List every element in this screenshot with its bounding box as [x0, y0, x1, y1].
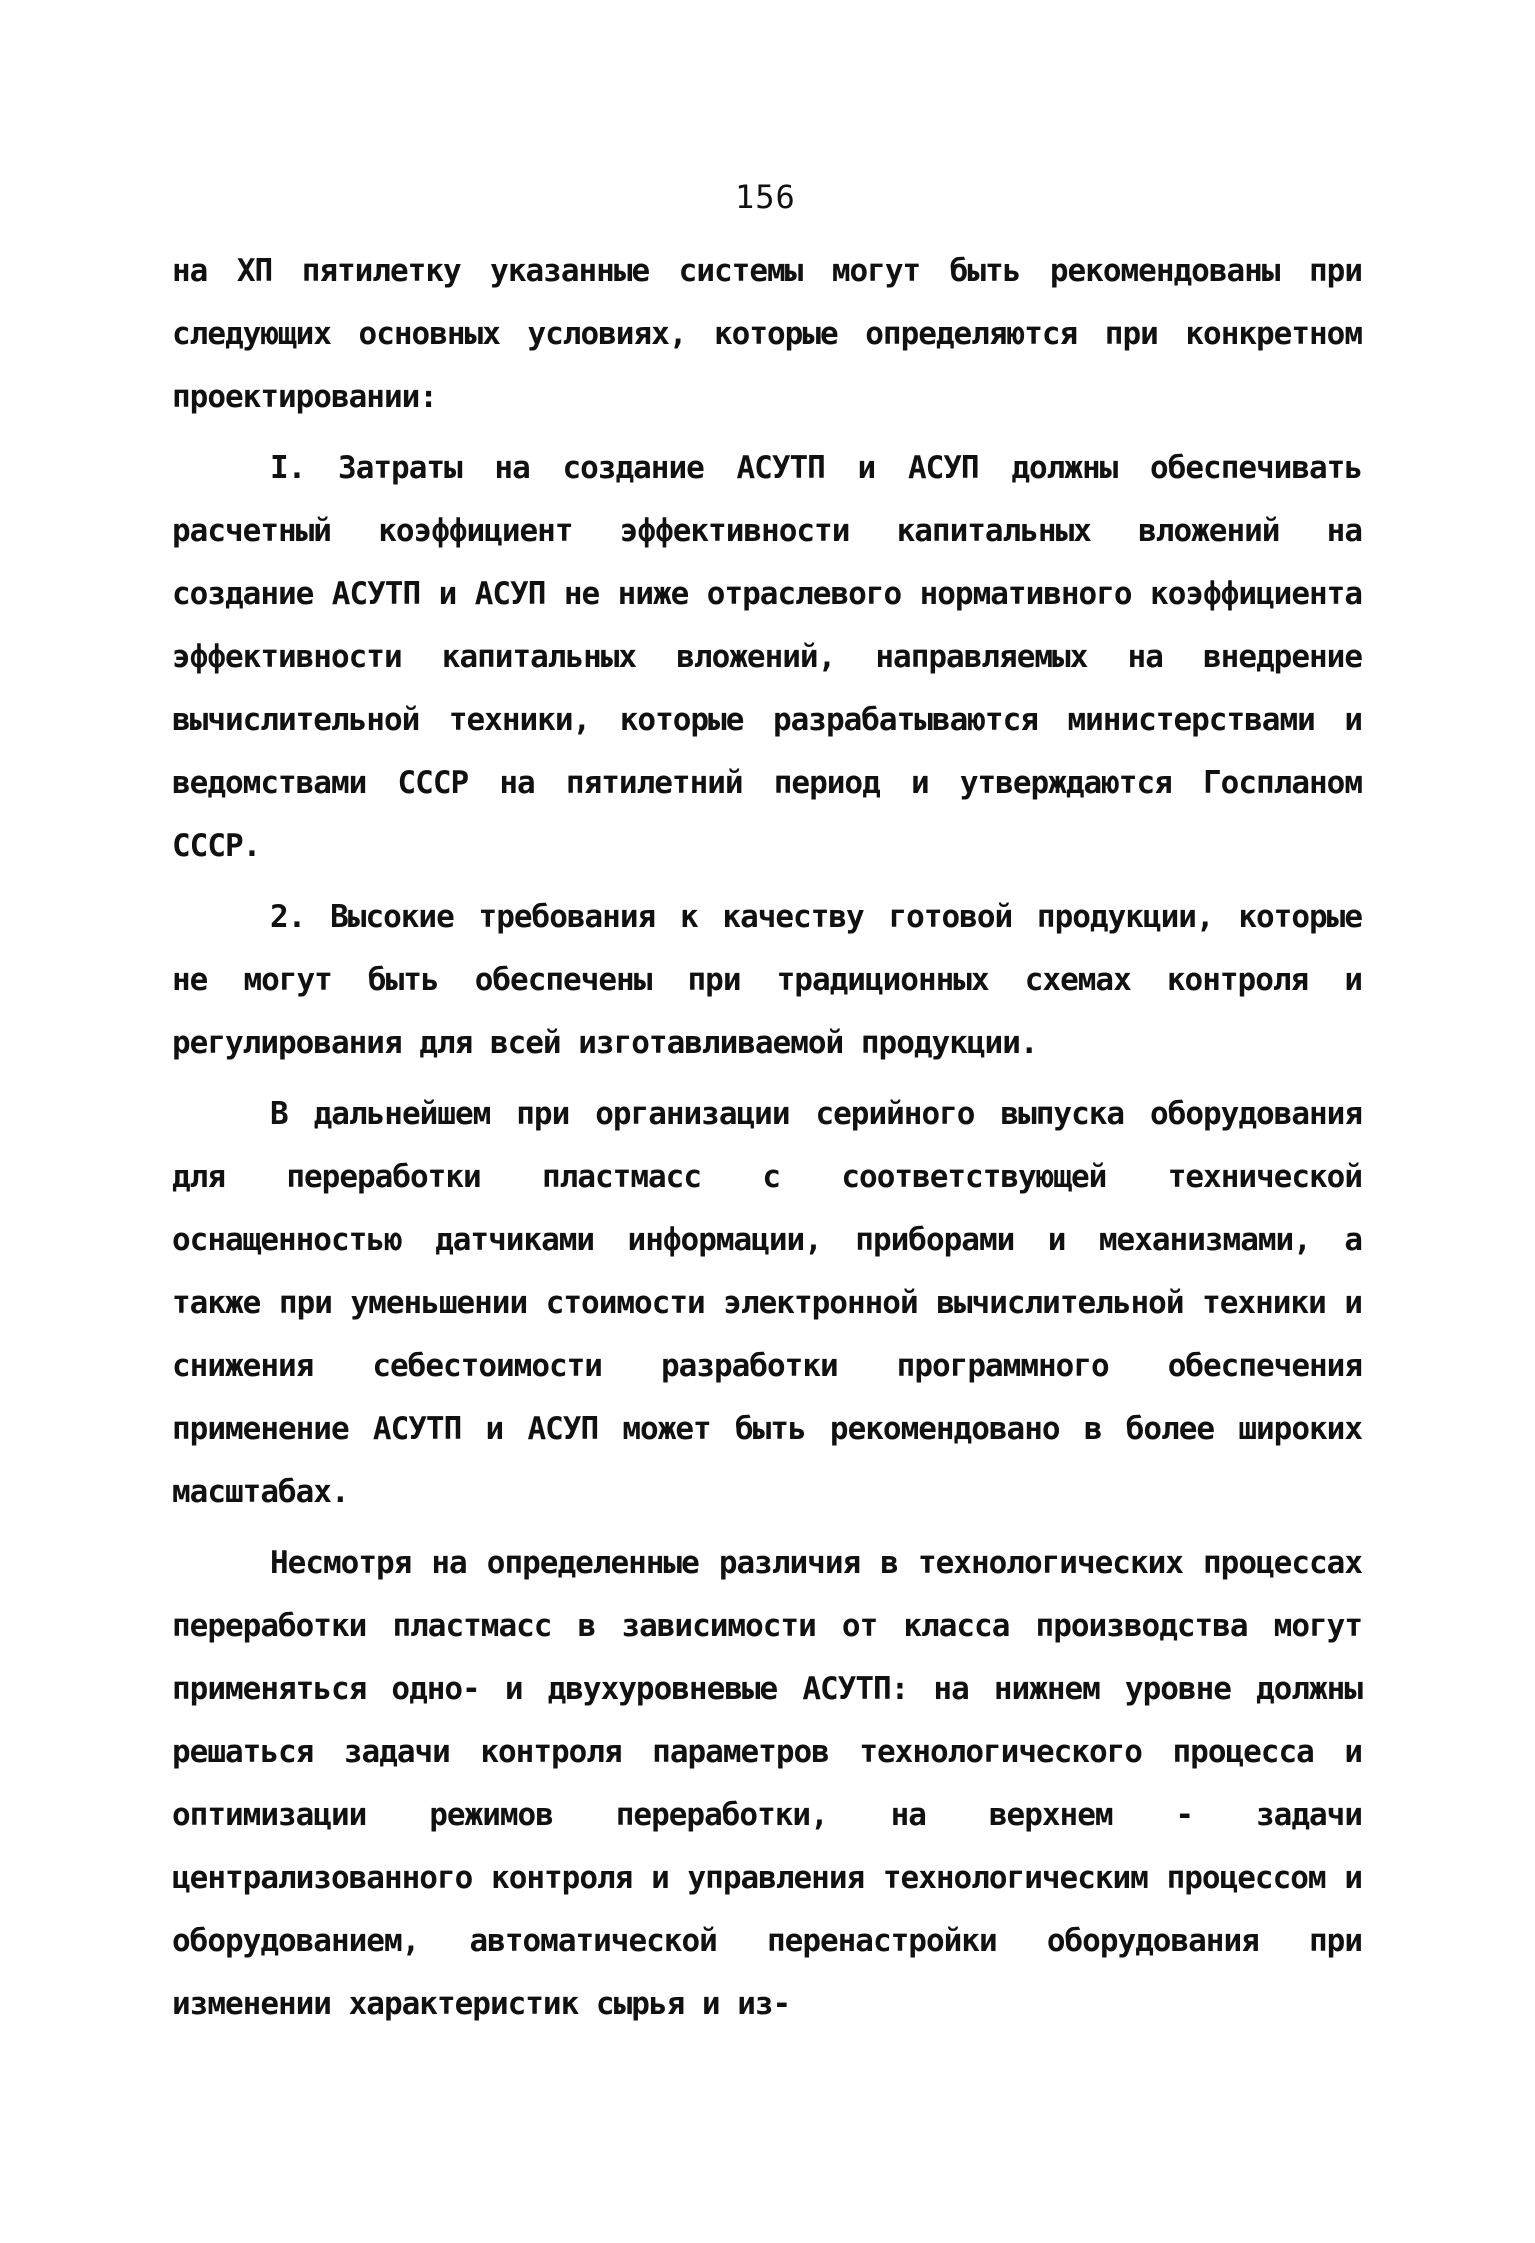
body-text: [172, 240, 1362, 2036]
paragraph-condition-2: 2. Высокие требования к качеству готовой продукции, которые не могут быть обеспечены при традиционных схемах контроля и регулирования для всей изготавливаемой продукции.: [172, 899, 1362, 1061]
paragraph-condition-1: I. Затраты на создание АСУТП и АСУП должны обеспечивать расчетный коэффициент эффективности капитальных вложений на создание АСУТП и АСУП не ниже отраслевого нормативного коэффициента эффективности капитальных вложений, направляемых на внедрение вычислительной техники, которые разрабатываются министерствами и ведомствами СССР на пятилетний период и утверждаются Госпланом СССР.: [172, 450, 1362, 864]
paragraph-acs-levels: Несмотря на определенные различия в технологических процессах переработки пластмасс в зависимости от класса производства могут применяться одно- и двухуровневые АСУТП: на нижнем уровне должны решаться задачи контроля параметров технологического процесса и оптимизации режимов переработки, на верхнем - задачи централизованного контроля и управления технологическим процессом и оборудованием, автоматической перенастройки оборудования при изменении характеристик сырья и из-: [172, 1545, 1362, 2022]
paragraph-continuation: на ХП пятилетку указанные системы могут быть рекомендованы при следующих основных условиях, которые определяются при конкретном проектировании:: [172, 253, 1362, 415]
paragraph-future-use: В дальнейшем при организации серийного выпуска оборудования для переработки пластмасс с соответствующей технической оснащенностью датчиками информации, приборами и механизмами, а также при уменьшении стоимости электронной вычислительной техники и снижения себестоимости разработки программного обеспечения применение АСУТП и АСУП может быть рекомендовано в более широких масштабах.: [172, 1096, 1362, 1510]
page-number: 156: [735, 178, 796, 216]
